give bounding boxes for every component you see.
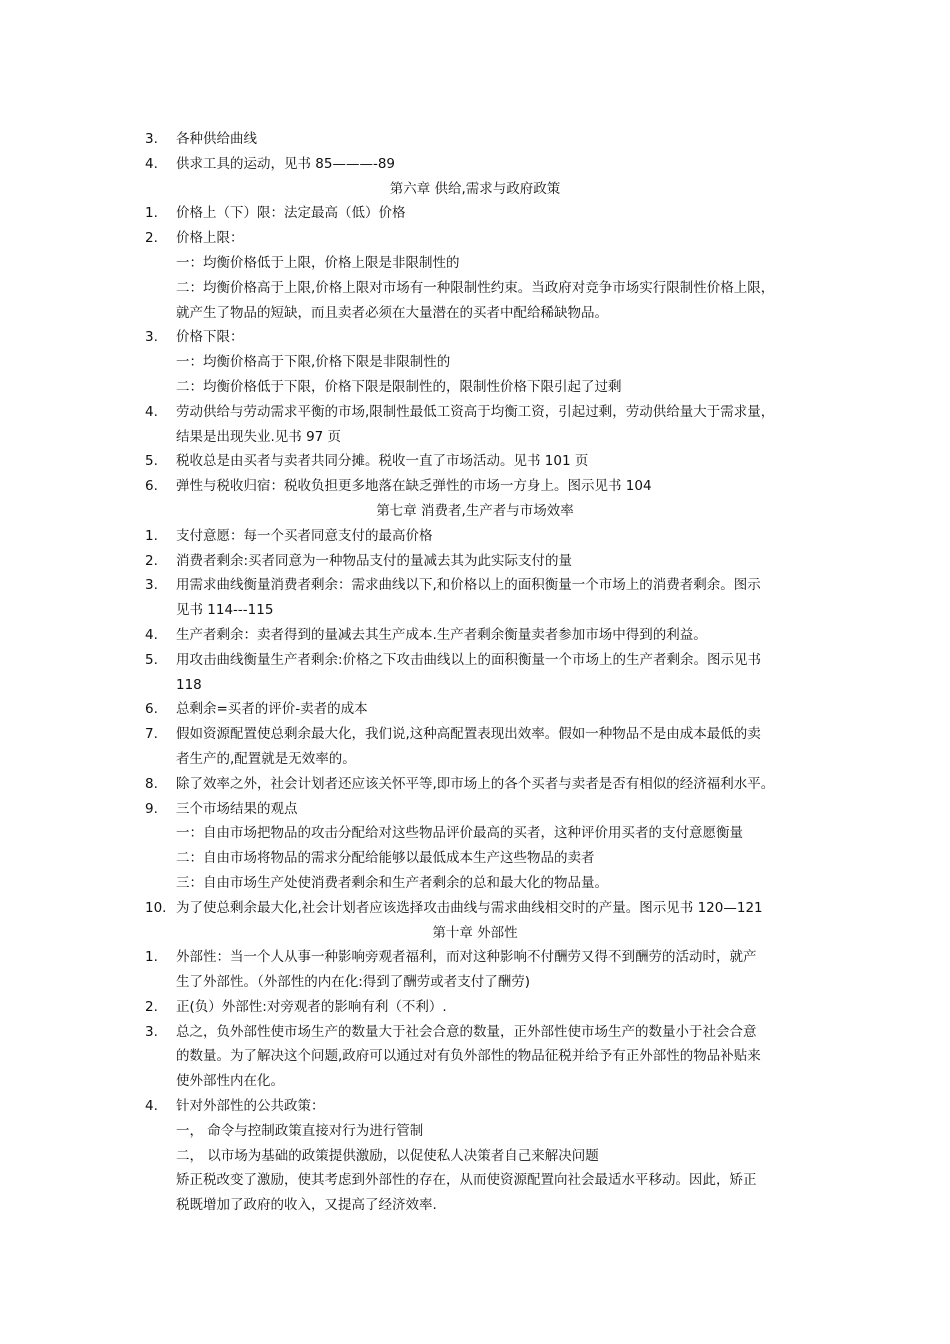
item-number: 3.	[145, 131, 158, 147]
item-text: 用攻击曲线衡量生产者剩余:价格之下攻击曲线以上的面积衡量一个市场上的生产者剩余。图示见书	[176, 651, 762, 668]
item-number: 7.	[145, 726, 158, 743]
continuation-line	[0, 1044, 950, 1069]
list-item	[0, 573, 950, 598]
line-text: 的数量。为了解决这个问题,政府可以通过对有负外部性的物品征税并给予有正外部性的物品补贴来	[176, 1048, 761, 1065]
line-text: 二， 以市场为基础的政策提供激励，以促使私人决策者自己来解决问题	[176, 1147, 599, 1164]
item-number: 1.	[145, 205, 158, 222]
document-body	[0, 127, 950, 1218]
continuation-line	[0, 846, 950, 871]
continuation-line	[0, 301, 950, 326]
line-text: 二：自由市场将物品的需求分配给能够以最低成本生产这些物品的卖者	[176, 850, 595, 867]
list-item	[0, 945, 950, 970]
item-text: 正(负）外部性:对旁观者的影响有利（不利）.	[176, 998, 447, 1015]
list-item	[0, 623, 950, 648]
item-number: 5.	[145, 651, 158, 668]
item-text: 总之，负外部性使市场生产的数量大于社会合意的数量，正外部性使市场生产的数量小于社会合意	[176, 1023, 757, 1040]
item-number: 6.	[145, 478, 158, 495]
continuation-line	[0, 821, 950, 846]
continuation-line	[0, 276, 950, 301]
item-number: 3.	[145, 1023, 158, 1040]
continuation-line	[0, 251, 950, 276]
list-item	[0, 549, 950, 574]
item-text: 为了使总剩余最大化,社会计划者应该选择攻击曲线与需求曲线相交时的产量。图示见书 120—121	[176, 899, 763, 916]
item-text: 三个市场结果的观点	[176, 800, 298, 817]
line-text: 二：均衡价格高于上限,价格上限对市场有一种限制性约束。当政府对竞争市场实行限制性价格上限，	[176, 279, 775, 296]
item-number: 8.	[145, 775, 158, 792]
line-text: 一：均衡价格高于下限,价格下限是非限制性的	[176, 354, 451, 371]
item-text: 价格下限：	[176, 329, 244, 346]
list-item	[0, 400, 950, 425]
list-item	[0, 648, 950, 673]
list-item	[0, 524, 950, 549]
continuation-line	[0, 1069, 950, 1094]
continuation-line	[0, 425, 950, 450]
item-number: 5.	[145, 453, 158, 470]
item-number: 2.	[145, 998, 158, 1015]
item-number: 4.	[145, 626, 158, 643]
list-item	[0, 797, 950, 822]
item-number: 3.	[145, 329, 158, 346]
list-item	[0, 896, 950, 921]
line-text: 见书 114---115	[176, 602, 274, 619]
continuation-line	[0, 747, 950, 772]
line-text: 一：均衡价格低于上限，价格上限是非限制性的	[176, 254, 460, 271]
continuation-line	[0, 970, 950, 995]
continuation-line	[0, 871, 950, 896]
chapter-heading: 第十章 外部性	[432, 924, 518, 941]
list-item	[0, 474, 950, 499]
item-number: 4.	[145, 155, 158, 172]
line-text: 118	[176, 676, 202, 693]
item-text: 总剩余=买者的评价-卖者的成本	[176, 701, 368, 718]
line-text: 税既增加了政府的收入，又提高了经济效率.	[176, 1197, 437, 1214]
item-text: 弹性与税收归宿：税收负担更多地落在缺乏弹性的市场一方身上。图示见书 104	[176, 478, 652, 495]
item-number: 3.	[145, 577, 158, 594]
chapter-heading: 第六章 供给,需求与政府政策	[389, 180, 561, 197]
list-item	[0, 201, 950, 226]
line-text: 一， 命令与控制政策直接对行为进行管制	[176, 1122, 424, 1139]
chapter-heading: 第七章 消费者,生产者与市场效率	[376, 502, 574, 519]
item-text: 劳动供给与劳动需求平衡的市场,限制性最低工资高于均衡工资，引起过剩，劳动供给量大于需求量，	[176, 403, 775, 420]
item-text: 各种供给曲线	[176, 131, 257, 147]
line-text: 就产生了物品的短缺，而且卖者必须在大量潜在的买者中配给稀缺物品。	[176, 304, 608, 321]
item-number: 9.	[145, 800, 158, 817]
line-text: 二：均衡价格低于下限，价格下限是限制性的，限制性价格下限引起了过剩	[176, 378, 622, 395]
list-item	[0, 127, 950, 152]
line-text: 结果是出现失业.见书 97 页	[176, 428, 342, 445]
item-number: 4.	[145, 403, 158, 420]
continuation-line	[0, 673, 950, 698]
line-text: 生了外部性。（外部性的内在化:得到了酬劳或者支付了酬劳)	[176, 974, 531, 991]
item-number: 6.	[145, 701, 158, 718]
list-item	[0, 152, 950, 177]
item-text: 消费者剩余:买者同意为一种物品支付的量减去其为此实际支付的量	[176, 552, 573, 569]
list-item	[0, 226, 950, 251]
list-item	[0, 697, 950, 722]
line-text: 使外部性内在化。	[176, 1073, 284, 1090]
list-item	[0, 1094, 950, 1119]
continuation-line	[0, 1144, 950, 1169]
list-item	[0, 722, 950, 747]
line-text: 一：自由市场把物品的攻击分配给对这些物品评价最高的买者，这种评价用买者的支付意愿衡量	[176, 825, 743, 842]
item-number: 10.	[145, 899, 167, 916]
item-number: 2.	[145, 552, 158, 569]
item-text: 价格上限：	[176, 230, 244, 247]
continuation-line	[0, 350, 950, 375]
item-text: 税收总是由买者与卖者共同分摊。税收一直了市场活动。见书 101 页	[176, 453, 589, 470]
item-text: 生产者剩余：卖者得到的量减去其生产成本.生产者剩余衡量卖者参加市场中得到的利益。	[176, 626, 707, 643]
continuation-line	[0, 375, 950, 400]
item-text: 支付意愿：每一个买者同意支付的最高价格	[176, 527, 433, 544]
list-item	[0, 449, 950, 474]
list-item	[0, 325, 950, 350]
item-text: 外部性：当一个人从事一种影响旁观者福利，而对这种影响不付酬劳又得不到酬劳的活动时，就产	[176, 949, 757, 966]
list-item	[0, 1020, 950, 1045]
continuation-line	[0, 1193, 950, 1218]
item-number: 1.	[145, 527, 158, 544]
line-text: 三：自由市场生产处使消费者剩余和生产者剩余的总和最大化的物品量。	[176, 874, 608, 891]
item-number: 4.	[145, 1098, 158, 1115]
line-text: 矫正税改变了激励，使其考虑到外部性的存在，从而使资源配置向社会最适水平移动。因此，矫正	[176, 1172, 757, 1189]
continuation-line	[0, 598, 950, 623]
list-item	[0, 995, 950, 1020]
item-text: 除了效率之外，社会计划者还应该关怀平等,即市场上的各个买者与卖者是否有相似的经济福利水平。	[176, 775, 775, 792]
continuation-line	[0, 1119, 950, 1144]
item-text: 价格上（下）限：法定最高（低）价格	[176, 205, 406, 222]
continuation-line	[0, 1168, 950, 1193]
item-text: 用需求曲线衡量消费者剩余：需求曲线以下,和价格以上的面积衡量一个市场上的消费者剩余。图示	[176, 577, 761, 594]
item-text: 假如资源配置使总剩余最大化，我们说,这种高配置表现出效率。假如一种物品不是由成本最低的卖	[176, 726, 761, 743]
item-text: 针对外部性的公共政策：	[176, 1098, 325, 1115]
item-number: 2.	[145, 230, 158, 247]
item-text: 供求工具的运动，见书 85———-89	[176, 155, 396, 172]
item-number: 1.	[145, 949, 158, 966]
line-text: 者生产的,配置就是无效率的。	[176, 750, 356, 767]
list-item	[0, 772, 950, 797]
